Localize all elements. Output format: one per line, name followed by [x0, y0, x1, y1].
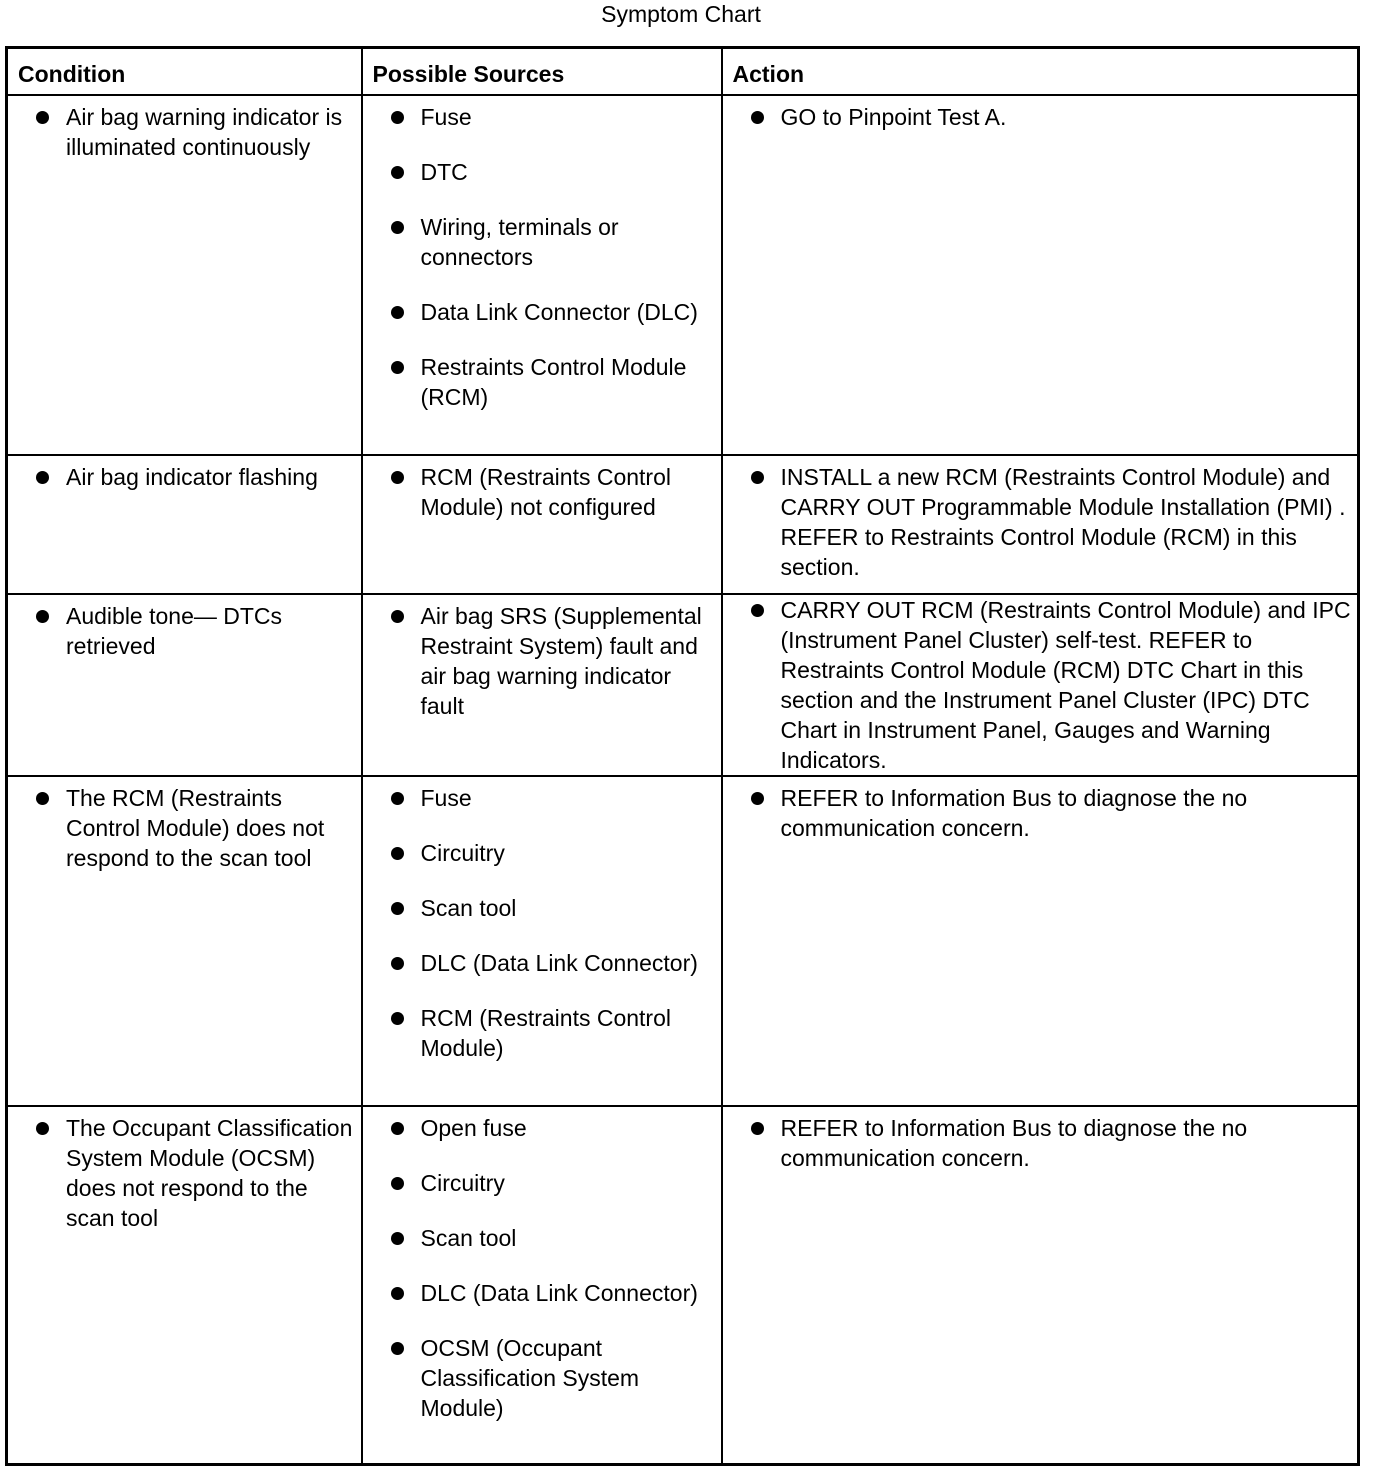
list-item — [723, 462, 1358, 582]
list-item — [8, 462, 361, 492]
list-item — [363, 297, 721, 327]
list-item — [8, 102, 361, 162]
bullet-icon — [391, 361, 404, 374]
action-cell — [722, 1106, 1359, 1465]
bullet-icon — [391, 610, 404, 623]
list-item — [723, 102, 1358, 132]
bullet-icon — [751, 471, 764, 484]
condition-text: Air bag warning indicator is illuminated continuously — [66, 103, 343, 160]
source-text: Scan tool — [420, 894, 517, 921]
header-possible-sources: Possible Sources — [362, 48, 722, 95]
header-condition: Condition — [7, 48, 362, 95]
bullet-icon — [751, 111, 764, 124]
source-text: Restraints Control Module (RCM) — [420, 353, 687, 410]
sources-cell — [362, 455, 722, 594]
action-cell — [722, 594, 1359, 776]
bullet-icon — [36, 1122, 49, 1135]
sources-cell — [362, 776, 722, 1106]
page-title: Symptom Chart — [601, 1, 761, 27]
source-text: Fuse — [420, 784, 472, 811]
source-text: OCSM (Occupant Classification System Module) — [420, 1334, 640, 1421]
table-row — [7, 776, 1359, 1106]
condition-cell — [7, 594, 362, 776]
source-text: Data Link Connector (DLC) — [420, 298, 698, 325]
table-row — [7, 594, 1359, 776]
action-cell — [722, 95, 1359, 455]
bullet-icon — [391, 957, 404, 970]
bullet-icon — [391, 902, 404, 915]
list-item — [723, 1113, 1358, 1173]
bullet-icon — [391, 1177, 404, 1190]
source-text: DLC (Data Link Connector) — [420, 949, 698, 976]
condition-cell — [7, 95, 362, 455]
source-text: Circuitry — [420, 839, 505, 866]
list-item — [723, 595, 1358, 775]
bullet-icon — [391, 792, 404, 805]
list-item — [363, 462, 721, 522]
sources-cell — [362, 594, 722, 776]
condition-text: Audible tone— DTCs retrieved — [66, 602, 283, 659]
table-header-row — [7, 48, 1359, 95]
action-text: INSTALL a new RCM (Restraints Control Module) and CARRY OUT Programmable Module Installation (PMI) . REFER to Restraints Control Module (RCM) in this section. — [780, 463, 1346, 580]
bullet-icon — [391, 847, 404, 860]
sources-cell — [362, 1106, 722, 1465]
condition-text: The RCM (Restraints Control Module) does not respond to the scan tool — [66, 784, 325, 871]
source-text: Fuse — [420, 103, 472, 130]
bullet-icon — [36, 111, 49, 124]
action-text: GO to Pinpoint Test A. — [780, 103, 1007, 130]
bullet-icon — [391, 221, 404, 234]
bullet-icon — [391, 471, 404, 484]
list-item — [363, 783, 721, 813]
bullet-icon — [391, 166, 404, 179]
list-item — [363, 893, 721, 923]
bullet-icon — [751, 792, 764, 805]
list-item — [363, 352, 721, 412]
list-item — [363, 1113, 721, 1143]
list-item — [8, 783, 361, 873]
source-text: Scan tool — [420, 1224, 517, 1251]
list-item — [363, 1333, 721, 1423]
symptom-chart-table — [5, 46, 1360, 1466]
condition-text: The Occupant Classification System Module (OCSM) does not respond to the scan tool — [66, 1114, 353, 1231]
bullet-icon — [391, 1342, 404, 1355]
source-text: Open fuse — [420, 1114, 527, 1141]
source-text: Wiring, terminals or connectors — [420, 213, 619, 270]
source-text: DTC — [420, 158, 468, 185]
header-action: Action — [722, 48, 1359, 95]
action-text: REFER to Information Bus to diagnose the no communication concern. — [780, 1114, 1248, 1171]
source-text: Air bag SRS (Supplemental Restraint System) fault and air bag warning indicator fault — [420, 602, 702, 719]
bullet-icon — [391, 111, 404, 124]
action-text: REFER to Information Bus to diagnose the no communication concern. — [780, 784, 1248, 841]
bullet-icon — [751, 1122, 764, 1135]
source-text: DLC (Data Link Connector) — [420, 1279, 698, 1306]
table-row — [7, 455, 1359, 594]
list-item — [363, 838, 721, 868]
bullet-icon — [391, 306, 404, 319]
bullet-icon — [391, 1232, 404, 1245]
action-cell — [722, 776, 1359, 1106]
source-text: RCM (Restraints Control Module) not configured — [420, 463, 671, 520]
bullet-icon — [391, 1287, 404, 1300]
table-row — [7, 1106, 1359, 1465]
condition-text: Air bag indicator flashing — [66, 463, 318, 490]
bullet-icon — [391, 1012, 404, 1025]
list-item — [363, 212, 721, 272]
list-item — [363, 948, 721, 978]
list-item — [723, 783, 1358, 843]
bullet-icon — [36, 792, 49, 805]
sources-cell — [362, 95, 722, 455]
condition-cell — [7, 455, 362, 594]
list-item — [363, 102, 721, 132]
condition-cell — [7, 776, 362, 1106]
bullet-icon — [36, 471, 49, 484]
list-item — [8, 601, 361, 661]
list-item — [363, 1003, 721, 1063]
list-item — [363, 1223, 721, 1253]
list-item — [363, 157, 721, 187]
bullet-icon — [391, 1122, 404, 1135]
action-cell — [722, 455, 1359, 594]
list-item — [363, 1278, 721, 1308]
list-item — [363, 1168, 721, 1198]
action-text: CARRY OUT RCM (Restraints Control Module) and IPC (Instrument Panel Cluster) self-test. REFER to Restraints Control Module (RCM) DTC Chart in this section and the Instrument Panel Cluster (IPC) DTC Chart in Instrument Panel, Gauges and Warning Indicators. — [780, 596, 1351, 773]
bullet-icon — [751, 604, 764, 617]
list-item — [8, 1113, 361, 1233]
source-text: RCM (Restraints Control Module) — [420, 1004, 671, 1061]
list-item — [363, 601, 721, 721]
condition-cell — [7, 1106, 362, 1465]
source-text: Circuitry — [420, 1169, 505, 1196]
bullet-icon — [36, 610, 49, 623]
table-row — [7, 95, 1359, 455]
